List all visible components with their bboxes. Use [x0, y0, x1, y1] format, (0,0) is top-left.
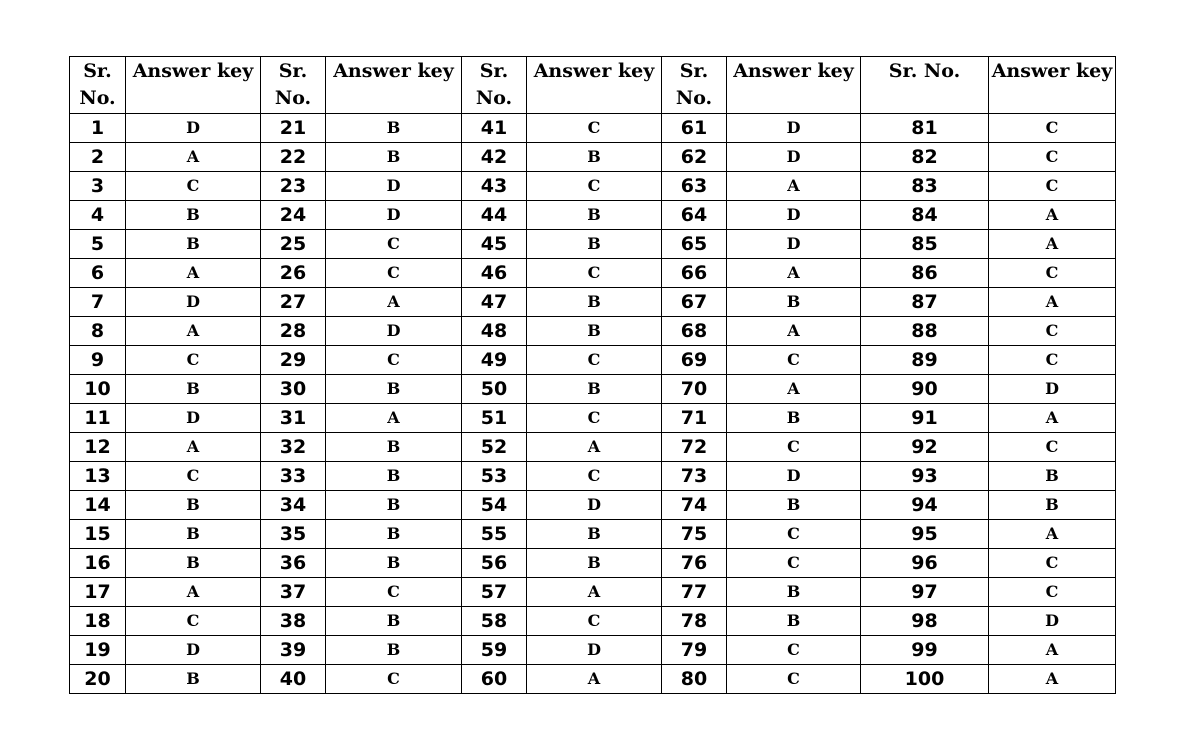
serial-number-cell: 59: [462, 636, 527, 665]
serial-number-cell: 80: [662, 665, 727, 694]
answer-key-cell: C: [326, 259, 462, 288]
answer-key-cell: A: [989, 520, 1116, 549]
serial-number-cell: 93: [861, 462, 989, 491]
answer-key-cell: D: [527, 491, 662, 520]
serial-number-cell: 39: [261, 636, 326, 665]
table-row: [70, 201, 1116, 230]
answer-key-cell: D: [126, 288, 261, 317]
serial-number-cell: 5: [70, 230, 126, 259]
serial-number-cell: 61: [662, 114, 727, 143]
serial-number-cell: 8: [70, 317, 126, 346]
serial-number-cell: 90: [861, 375, 989, 404]
column-header-answer-key: Answer key: [989, 57, 1116, 114]
answer-key-cell: D: [326, 317, 462, 346]
serial-number-cell: 35: [261, 520, 326, 549]
serial-number-cell: 28: [261, 317, 326, 346]
table-row: [70, 375, 1116, 404]
answer-key-cell: B: [989, 491, 1116, 520]
answer-key-cell: C: [126, 172, 261, 201]
serial-number-cell: 72: [662, 433, 727, 462]
serial-number-cell: 31: [261, 404, 326, 433]
answer-key-cell: C: [326, 346, 462, 375]
answer-key-cell: B: [527, 201, 662, 230]
serial-number-cell: 84: [861, 201, 989, 230]
table-row: [70, 346, 1116, 375]
answer-key-cell: A: [727, 375, 861, 404]
answer-key-cell: D: [326, 201, 462, 230]
table-row: [70, 433, 1116, 462]
serial-number-cell: 64: [662, 201, 727, 230]
answer-key-cell: A: [126, 259, 261, 288]
answer-key-cell: D: [126, 404, 261, 433]
answer-key-cell: A: [326, 288, 462, 317]
serial-number-cell: 56: [462, 549, 527, 578]
serial-number-cell: 25: [261, 230, 326, 259]
serial-number-cell: 55: [462, 520, 527, 549]
table-row: [70, 143, 1116, 172]
answer-key-cell: D: [727, 114, 861, 143]
serial-number-cell: 20: [70, 665, 126, 694]
table-row: [70, 636, 1116, 665]
answer-key-cell: B: [727, 578, 861, 607]
answer-key-cell: B: [126, 230, 261, 259]
serial-number-cell: 18: [70, 607, 126, 636]
answer-key-cell: A: [989, 288, 1116, 317]
answer-key-cell: A: [527, 578, 662, 607]
serial-number-cell: 79: [662, 636, 727, 665]
serial-number-cell: 11: [70, 404, 126, 433]
serial-number-cell: 63: [662, 172, 727, 201]
answer-key-cell: D: [527, 636, 662, 665]
serial-number-cell: 85: [861, 230, 989, 259]
answer-key-cell: C: [989, 143, 1116, 172]
serial-number-cell: 38: [261, 607, 326, 636]
serial-number-cell: 29: [261, 346, 326, 375]
answer-key-cell: B: [326, 375, 462, 404]
answer-key-cell: A: [727, 317, 861, 346]
serial-number-cell: 16: [70, 549, 126, 578]
answer-key-cell: C: [527, 462, 662, 491]
serial-number-cell: 81: [861, 114, 989, 143]
answer-key-cell: D: [326, 172, 462, 201]
answer-key-cell: B: [727, 288, 861, 317]
table-row: [70, 172, 1116, 201]
table-row: [70, 578, 1116, 607]
serial-number-cell: 57: [462, 578, 527, 607]
column-header-sr-no: Sr. No.: [462, 57, 527, 114]
serial-number-cell: 7: [70, 288, 126, 317]
column-header-answer-key: Answer key: [727, 57, 861, 114]
serial-number-cell: 71: [662, 404, 727, 433]
serial-number-cell: 49: [462, 346, 527, 375]
serial-number-cell: 36: [261, 549, 326, 578]
serial-number-cell: 95: [861, 520, 989, 549]
serial-number-cell: 15: [70, 520, 126, 549]
serial-number-cell: 41: [462, 114, 527, 143]
answer-key-cell: B: [126, 665, 261, 694]
answer-key-cell: B: [527, 143, 662, 172]
column-header-sr-no: Sr. No.: [861, 57, 989, 114]
answer-key-cell: C: [727, 520, 861, 549]
answer-key-cell: B: [989, 462, 1116, 491]
serial-number-cell: 52: [462, 433, 527, 462]
serial-number-cell: 42: [462, 143, 527, 172]
answer-key-table: [69, 56, 1116, 694]
serial-number-cell: 24: [261, 201, 326, 230]
serial-number-cell: 99: [861, 636, 989, 665]
serial-number-cell: 2: [70, 143, 126, 172]
serial-number-cell: 82: [861, 143, 989, 172]
table-row: [70, 317, 1116, 346]
serial-number-cell: 86: [861, 259, 989, 288]
serial-number-cell: 17: [70, 578, 126, 607]
answer-key-cell: B: [527, 520, 662, 549]
serial-number-cell: 1: [70, 114, 126, 143]
table-row: [70, 259, 1116, 288]
answer-key-cell: B: [326, 607, 462, 636]
answer-key-cell: C: [989, 259, 1116, 288]
serial-number-cell: 98: [861, 607, 989, 636]
table-row: [70, 607, 1116, 636]
answer-key-cell: C: [527, 607, 662, 636]
column-header-sr-no: Sr. No.: [70, 57, 126, 114]
serial-number-cell: 22: [261, 143, 326, 172]
answer-key-cell: A: [989, 665, 1116, 694]
answer-key-cell: B: [326, 462, 462, 491]
serial-number-cell: 62: [662, 143, 727, 172]
column-header-answer-key: Answer key: [126, 57, 261, 114]
answer-key-cell: C: [989, 433, 1116, 462]
serial-number-cell: 74: [662, 491, 727, 520]
answer-key-cell: A: [727, 172, 861, 201]
answer-key-cell: D: [727, 462, 861, 491]
answer-key-cell: C: [527, 404, 662, 433]
answer-key-cell: B: [326, 549, 462, 578]
serial-number-cell: 60: [462, 665, 527, 694]
answer-key-cell: C: [727, 636, 861, 665]
answer-key-cell: C: [727, 433, 861, 462]
answer-key-cell: A: [989, 230, 1116, 259]
answer-key-cell: C: [989, 346, 1116, 375]
table-body: [70, 114, 1116, 694]
answer-key-cell: A: [126, 317, 261, 346]
serial-number-cell: 75: [662, 520, 727, 549]
serial-number-cell: 13: [70, 462, 126, 491]
answer-key-cell: B: [527, 230, 662, 259]
serial-number-cell: 32: [261, 433, 326, 462]
serial-number-cell: 94: [861, 491, 989, 520]
serial-number-cell: 89: [861, 346, 989, 375]
serial-number-cell: 4: [70, 201, 126, 230]
serial-number-cell: 83: [861, 172, 989, 201]
answer-key-cell: B: [527, 317, 662, 346]
column-header-answer-key: Answer key: [527, 57, 662, 114]
answer-key-cell: B: [727, 607, 861, 636]
serial-number-cell: 53: [462, 462, 527, 491]
serial-number-cell: 3: [70, 172, 126, 201]
answer-key-cell: B: [527, 549, 662, 578]
serial-number-cell: 48: [462, 317, 527, 346]
answer-key-cell: B: [326, 520, 462, 549]
table-row: [70, 114, 1116, 143]
answer-key-cell: C: [326, 578, 462, 607]
serial-number-cell: 30: [261, 375, 326, 404]
answer-key-cell: A: [527, 665, 662, 694]
answer-key-cell: C: [527, 346, 662, 375]
serial-number-cell: 51: [462, 404, 527, 433]
answer-key-cell: B: [326, 433, 462, 462]
answer-key-cell: A: [326, 404, 462, 433]
serial-number-cell: 54: [462, 491, 527, 520]
answer-key-cell: B: [126, 549, 261, 578]
answer-key-cell: B: [326, 491, 462, 520]
answer-key-cell: C: [727, 665, 861, 694]
serial-number-cell: 69: [662, 346, 727, 375]
answer-key-cell: B: [126, 520, 261, 549]
answer-key-cell: D: [727, 143, 861, 172]
answer-key-cell: B: [126, 491, 261, 520]
serial-number-cell: 92: [861, 433, 989, 462]
answer-key-cell: B: [326, 114, 462, 143]
serial-number-cell: 27: [261, 288, 326, 317]
answer-key-cell: D: [727, 230, 861, 259]
answer-key-cell: D: [126, 636, 261, 665]
answer-key-cell: D: [126, 114, 261, 143]
column-header-answer-key: Answer key: [326, 57, 462, 114]
answer-key-cell: C: [326, 665, 462, 694]
answer-key-cell: A: [989, 404, 1116, 433]
answer-key-cell: B: [326, 143, 462, 172]
serial-number-cell: 50: [462, 375, 527, 404]
serial-number-cell: 91: [861, 404, 989, 433]
answer-key-cell: C: [527, 259, 662, 288]
column-header-sr-no: Sr. No.: [261, 57, 326, 114]
serial-number-cell: 26: [261, 259, 326, 288]
table-row: [70, 288, 1116, 317]
serial-number-cell: 78: [662, 607, 727, 636]
serial-number-cell: 70: [662, 375, 727, 404]
answer-key-cell: C: [527, 172, 662, 201]
serial-number-cell: 9: [70, 346, 126, 375]
answer-key-cell: C: [989, 549, 1116, 578]
answer-key-cell: C: [126, 607, 261, 636]
answer-key-cell: D: [989, 607, 1116, 636]
answer-key-cell: D: [727, 201, 861, 230]
table-row: [70, 520, 1116, 549]
serial-number-cell: 73: [662, 462, 727, 491]
serial-number-cell: 23: [261, 172, 326, 201]
answer-key-cell: C: [989, 172, 1116, 201]
table-row: [70, 665, 1116, 694]
table-header-row: [70, 57, 1116, 114]
answer-key-cell: C: [989, 578, 1116, 607]
serial-number-cell: 68: [662, 317, 727, 346]
answer-key-cell: C: [727, 346, 861, 375]
answer-key-cell: C: [727, 549, 861, 578]
answer-key-cell: A: [126, 433, 261, 462]
answer-key-cell: A: [126, 143, 261, 172]
serial-number-cell: 14: [70, 491, 126, 520]
answer-key-cell: B: [727, 491, 861, 520]
answer-key-cell: A: [126, 578, 261, 607]
answer-key-cell: C: [126, 346, 261, 375]
serial-number-cell: 10: [70, 375, 126, 404]
serial-number-cell: 40: [261, 665, 326, 694]
answer-key-cell: A: [989, 201, 1116, 230]
answer-key-cell: B: [326, 636, 462, 665]
serial-number-cell: 34: [261, 491, 326, 520]
serial-number-cell: 47: [462, 288, 527, 317]
answer-key-cell: A: [727, 259, 861, 288]
answer-key-cell: C: [326, 230, 462, 259]
serial-number-cell: 21: [261, 114, 326, 143]
answer-key-cell: C: [989, 114, 1116, 143]
table-row: [70, 462, 1116, 491]
serial-number-cell: 43: [462, 172, 527, 201]
answer-key-cell: B: [126, 201, 261, 230]
table-row: [70, 404, 1116, 433]
serial-number-cell: 87: [861, 288, 989, 317]
answer-key-cell: D: [989, 375, 1116, 404]
table-row: [70, 491, 1116, 520]
serial-number-cell: 44: [462, 201, 527, 230]
serial-number-cell: 66: [662, 259, 727, 288]
serial-number-cell: 33: [261, 462, 326, 491]
column-header-sr-no: Sr. No.: [662, 57, 727, 114]
serial-number-cell: 97: [861, 578, 989, 607]
serial-number-cell: 76: [662, 549, 727, 578]
serial-number-cell: 37: [261, 578, 326, 607]
answer-key-cell: B: [727, 404, 861, 433]
answer-key-cell: B: [126, 375, 261, 404]
table-row: [70, 230, 1116, 259]
answer-key-cell: C: [989, 317, 1116, 346]
answer-key-cell: A: [989, 636, 1116, 665]
answer-key-cell: B: [527, 375, 662, 404]
table-row: [70, 549, 1116, 578]
serial-number-cell: 6: [70, 259, 126, 288]
serial-number-cell: 45: [462, 230, 527, 259]
serial-number-cell: 19: [70, 636, 126, 665]
answer-key-cell: C: [126, 462, 261, 491]
serial-number-cell: 46: [462, 259, 527, 288]
serial-number-cell: 12: [70, 433, 126, 462]
answer-key-cell: C: [527, 114, 662, 143]
answer-key-cell: B: [527, 288, 662, 317]
serial-number-cell: 77: [662, 578, 727, 607]
serial-number-cell: 88: [861, 317, 989, 346]
serial-number-cell: 96: [861, 549, 989, 578]
serial-number-cell: 100: [861, 665, 989, 694]
answer-key-cell: A: [527, 433, 662, 462]
serial-number-cell: 58: [462, 607, 527, 636]
serial-number-cell: 67: [662, 288, 727, 317]
serial-number-cell: 65: [662, 230, 727, 259]
